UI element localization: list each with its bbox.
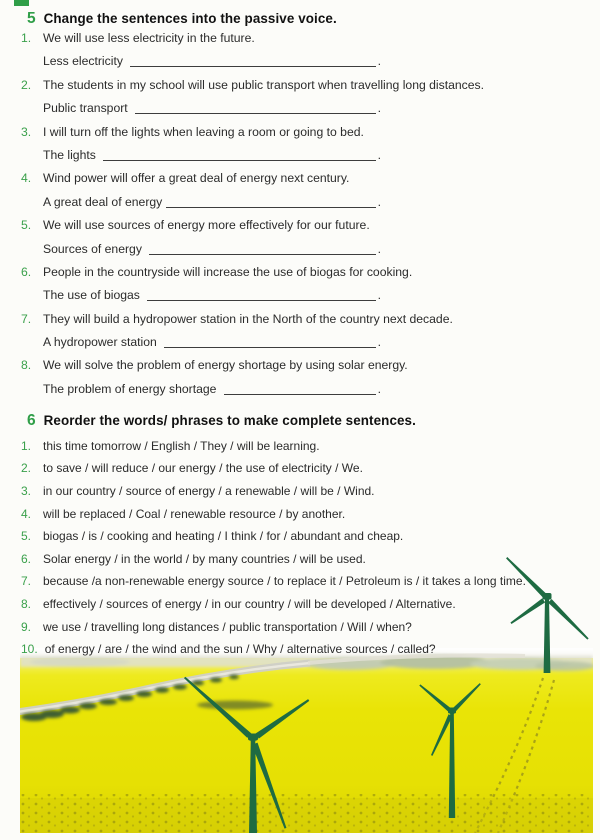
reorder-item xyxy=(0,507,600,521)
item-number: 1. xyxy=(21,31,32,45)
answer-prefix: The problem of energy shortage xyxy=(43,381,220,396)
answer-prefix: Less electricity xyxy=(43,54,127,69)
answer-blank-line xyxy=(166,195,375,208)
item-number: 8. xyxy=(21,597,32,612)
answer-period: . xyxy=(377,241,381,256)
answer-line xyxy=(43,195,381,209)
answer-item xyxy=(0,148,600,162)
answer-item xyxy=(0,54,600,68)
item-number: 4. xyxy=(21,171,32,186)
reorder-text: this time tomorrow / English / They / will be learning. xyxy=(43,438,320,453)
answer-blank-line xyxy=(224,382,376,395)
sentence-text: We will use less electricity in the future. xyxy=(43,31,255,45)
answer-item xyxy=(0,101,600,115)
item-number: 4. xyxy=(21,506,32,521)
reorder-item xyxy=(0,574,600,588)
reorder-item xyxy=(0,461,600,475)
sentence-item xyxy=(0,171,600,185)
sentence-item xyxy=(0,358,600,372)
answer-prefix: A hydropower station xyxy=(43,335,161,350)
sentence-item xyxy=(0,78,600,92)
answer-blank-line xyxy=(135,101,376,114)
answer-period: . xyxy=(377,54,381,69)
item-number: 8. xyxy=(21,358,32,373)
answer-line xyxy=(43,148,381,162)
reorder-item xyxy=(0,620,600,634)
answer-item xyxy=(0,335,600,349)
answer-period: . xyxy=(377,335,381,350)
sentence-item xyxy=(0,31,600,45)
exercise6-header xyxy=(0,412,600,429)
answer-prefix: The lights xyxy=(43,147,100,162)
answer-line xyxy=(43,382,381,396)
item-number: 5. xyxy=(21,218,32,233)
field-speckles xyxy=(20,794,593,833)
reorder-item xyxy=(0,484,600,498)
sentence-text: The students in my school will use public transport when travelling long distances. xyxy=(43,77,485,92)
answer-line xyxy=(43,54,381,68)
exercise5-header xyxy=(0,10,600,27)
reorder-text: of energy / are / the wind and the sun / Why / alternative sources / called? xyxy=(44,642,436,657)
item-number: 6. xyxy=(21,264,32,279)
answer-line xyxy=(43,101,381,115)
reorder-item xyxy=(0,529,600,543)
item-number: 9. xyxy=(21,619,32,634)
answer-prefix: Public transport xyxy=(43,101,132,116)
answer-period: . xyxy=(377,101,381,116)
reorder-text: we use / travelling long distances / public transportation / Will / when? xyxy=(43,619,412,634)
exercise-title: Change the sentences into the passive voice. xyxy=(43,11,337,26)
answer-item xyxy=(0,195,600,209)
answer-line xyxy=(43,335,381,349)
sentence-text: We will solve the problem of energy shortage by using solar energy. xyxy=(43,358,408,373)
reorder-text: Solar energy / in the world / by many countries / will be used. xyxy=(43,551,366,566)
answer-blank-line xyxy=(103,148,375,161)
answer-item xyxy=(0,382,600,396)
answer-period: . xyxy=(377,147,381,162)
exercise-title: Reorder the words/ phrases to make complete sentences. xyxy=(43,412,416,428)
item-number: 10. xyxy=(21,642,38,657)
answer-blank-line xyxy=(130,54,375,67)
answer-blank-line xyxy=(147,288,375,301)
item-number: 6. xyxy=(21,551,32,566)
sentence-text: People in the countryside will increase the use of biogas for cooking. xyxy=(43,264,413,279)
reorder-text: will be replaced / Coal / renewable resource / by another. xyxy=(43,506,346,521)
reorder-text: effectively / sources of energy / in our country / will be developed / Alternative. xyxy=(43,597,456,612)
answer-prefix: A great deal of energy xyxy=(43,194,163,209)
sentence-text: We will use sources of energy more effectively for our future. xyxy=(43,218,370,233)
reorder-item xyxy=(0,642,600,656)
reorder-item xyxy=(0,552,600,566)
answer-period: . xyxy=(377,194,381,209)
answer-item xyxy=(0,242,600,256)
answer-prefix: The use of biogas xyxy=(43,288,144,303)
item-number: 3. xyxy=(21,484,32,499)
answer-line xyxy=(43,242,381,256)
reorder-text: to save / will reduce / our energy / the use of electricity / We. xyxy=(43,461,363,476)
sentence-text: I will turn off the lights when leaving a room or going to bed. xyxy=(43,124,364,139)
answer-item xyxy=(0,288,600,302)
item-number: 7. xyxy=(21,311,32,326)
answer-period: . xyxy=(377,381,381,396)
reorder-item xyxy=(0,439,600,453)
item-number: 3. xyxy=(21,124,32,139)
answer-prefix: Sources of energy xyxy=(43,241,146,256)
sentence-item xyxy=(0,218,600,232)
sentence-item xyxy=(0,125,600,139)
sentence-text: They will build a hydropower station in the North of the country next decade. xyxy=(43,311,453,326)
reorder-item xyxy=(0,597,600,611)
sentence-text: Wind power will offer a great deal of energy next century. xyxy=(43,171,350,186)
reorder-text: because /a non-renewable energy source / to replace it / Petroleum is / it takes a long time. xyxy=(43,574,526,589)
reorder-text: biogas / is / cooking and heating / I think / for / abundant and cheap. xyxy=(43,529,404,544)
sentence-item xyxy=(0,265,600,279)
item-number: 2. xyxy=(21,461,32,476)
item-number: 1. xyxy=(21,438,32,453)
reorder-text: in our country / source of energy / a renewable / will be / Wind. xyxy=(43,484,375,499)
answer-line xyxy=(43,288,381,302)
exercise-number: 5 xyxy=(27,10,36,27)
sentence-item xyxy=(0,312,600,326)
answer-blank-line xyxy=(149,242,375,255)
answer-blank-line xyxy=(164,335,375,348)
item-number: 7. xyxy=(21,574,32,589)
item-number: 2. xyxy=(21,77,32,92)
item-number: 5. xyxy=(21,529,32,544)
exercise-number: 6 xyxy=(27,411,36,429)
answer-period: . xyxy=(377,288,381,303)
